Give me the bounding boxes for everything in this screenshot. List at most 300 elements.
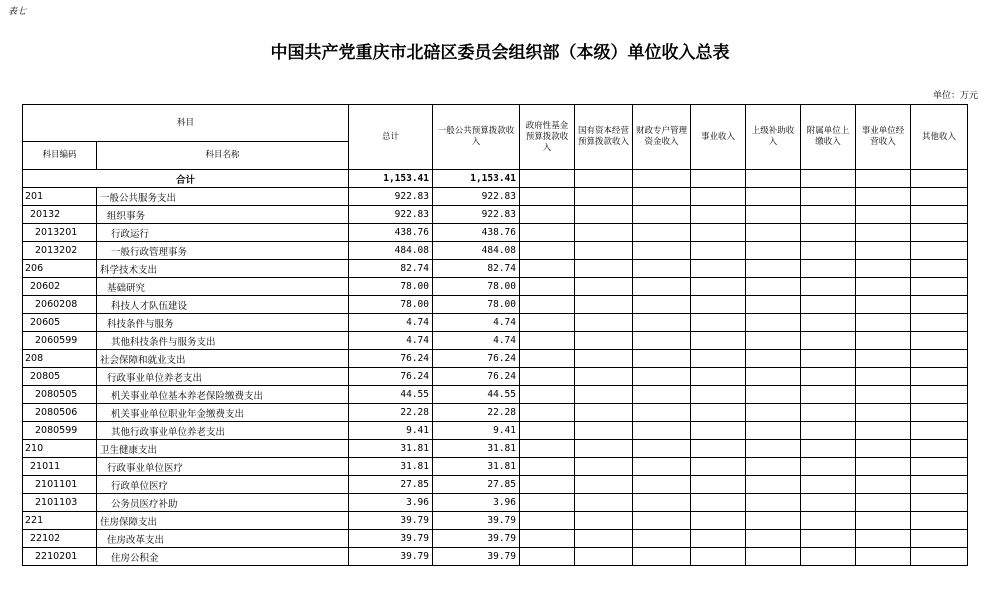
empty-cell bbox=[856, 368, 911, 386]
empty-cell bbox=[746, 296, 801, 314]
empty-cell bbox=[746, 440, 801, 458]
empty-cell bbox=[691, 494, 746, 512]
empty-cell bbox=[801, 422, 856, 440]
total-cell: 922.83 bbox=[349, 206, 433, 224]
general-budget-cell: 3.96 bbox=[433, 494, 520, 512]
table-row bbox=[23, 548, 968, 566]
subject-code-cell: 2013201 bbox=[23, 224, 97, 242]
empty-cell bbox=[520, 206, 575, 224]
empty-cell bbox=[633, 404, 691, 422]
empty-cell bbox=[801, 242, 856, 260]
empty-cell bbox=[691, 440, 746, 458]
unit-label: 单位：万元 bbox=[932, 91, 978, 101]
empty-cell bbox=[801, 260, 856, 278]
empty-cell bbox=[746, 368, 801, 386]
empty-cell bbox=[746, 350, 801, 368]
empty-cell bbox=[746, 224, 801, 242]
empty-cell bbox=[856, 206, 911, 224]
general-budget-cell: 27.85 bbox=[433, 476, 520, 494]
empty-cell bbox=[856, 332, 911, 350]
table-row bbox=[23, 440, 968, 458]
empty-cell bbox=[911, 404, 968, 422]
empty-cell bbox=[801, 314, 856, 332]
empty-cell bbox=[633, 458, 691, 476]
total-cell: 4.74 bbox=[349, 332, 433, 350]
empty-cell bbox=[575, 206, 633, 224]
total-cell: 484.08 bbox=[349, 242, 433, 260]
empty-cell bbox=[911, 368, 968, 386]
empty-cell bbox=[801, 530, 856, 548]
empty-cell bbox=[633, 494, 691, 512]
empty-cell bbox=[911, 260, 968, 278]
empty-cell bbox=[801, 494, 856, 512]
header-fund-budget: 政府性基金预算拨款收入 bbox=[520, 105, 575, 170]
empty-cell bbox=[520, 512, 575, 530]
empty-cell bbox=[911, 440, 968, 458]
empty-cell bbox=[911, 458, 968, 476]
empty-cell bbox=[520, 314, 575, 332]
subject-code-cell: 2013202 bbox=[23, 242, 97, 260]
empty-cell bbox=[575, 386, 633, 404]
subject-name-cell: 住房改革支出 bbox=[97, 530, 349, 548]
empty-cell bbox=[575, 278, 633, 296]
empty-cell bbox=[575, 422, 633, 440]
subject-name-cell: 行政单位医疗 bbox=[97, 476, 349, 494]
empty-cell bbox=[801, 296, 856, 314]
empty-cell bbox=[911, 476, 968, 494]
total-cell: 82.74 bbox=[349, 260, 433, 278]
total-cell: 44.55 bbox=[349, 386, 433, 404]
empty-cell bbox=[575, 530, 633, 548]
empty-cell bbox=[633, 440, 691, 458]
empty-cell bbox=[856, 314, 911, 332]
empty-cell bbox=[520, 422, 575, 440]
total-cell: 31.81 bbox=[349, 440, 433, 458]
empty-cell bbox=[520, 224, 575, 242]
table-body bbox=[23, 170, 968, 566]
header-affiliated-income: 附属单位上缴收入 bbox=[801, 105, 856, 170]
empty-cell bbox=[575, 314, 633, 332]
empty-cell bbox=[746, 332, 801, 350]
general-budget-cell: 922.83 bbox=[433, 188, 520, 206]
empty-cell bbox=[633, 332, 691, 350]
total-cell: 4.74 bbox=[349, 314, 433, 332]
empty-cell bbox=[911, 350, 968, 368]
empty-cell bbox=[520, 530, 575, 548]
header-total: 总计 bbox=[349, 105, 433, 170]
table-row bbox=[23, 530, 968, 548]
empty-cell bbox=[801, 332, 856, 350]
subject-name-cell: 组织事务 bbox=[97, 206, 349, 224]
subject-code-cell: 2060599 bbox=[23, 332, 97, 350]
empty-cell bbox=[746, 206, 801, 224]
empty-cell bbox=[911, 548, 968, 566]
general-budget-cell: 31.81 bbox=[433, 458, 520, 476]
general-budget-cell: 22.28 bbox=[433, 404, 520, 422]
table-row bbox=[23, 368, 968, 386]
general-budget-cell: 4.74 bbox=[433, 314, 520, 332]
total-cell: 39.79 bbox=[349, 548, 433, 566]
total-cell: 76.24 bbox=[349, 350, 433, 368]
empty-cell bbox=[801, 350, 856, 368]
total-cell: 922.83 bbox=[349, 188, 433, 206]
empty-cell bbox=[856, 440, 911, 458]
empty-cell bbox=[911, 332, 968, 350]
general-budget-cell: 78.00 bbox=[433, 278, 520, 296]
general-budget-cell: 39.79 bbox=[433, 512, 520, 530]
empty-cell bbox=[520, 350, 575, 368]
empty-cell bbox=[801, 404, 856, 422]
empty-cell bbox=[801, 548, 856, 566]
table-row bbox=[23, 350, 968, 368]
empty-cell bbox=[691, 260, 746, 278]
subject-code-cell: 2080505 bbox=[23, 386, 97, 404]
empty-cell bbox=[633, 368, 691, 386]
empty-cell bbox=[575, 512, 633, 530]
subject-code-cell: 21011 bbox=[23, 458, 97, 476]
table-row bbox=[23, 260, 968, 278]
empty-cell bbox=[520, 296, 575, 314]
total-cell: 3.96 bbox=[349, 494, 433, 512]
subject-name-cell: 住房保障支出 bbox=[97, 512, 349, 530]
table-header bbox=[23, 105, 968, 170]
empty-cell bbox=[746, 512, 801, 530]
empty-cell bbox=[691, 296, 746, 314]
empty-cell bbox=[746, 548, 801, 566]
empty-cell bbox=[911, 422, 968, 440]
empty-cell bbox=[856, 494, 911, 512]
empty-cell bbox=[801, 386, 856, 404]
empty-cell bbox=[520, 170, 575, 188]
total-row bbox=[23, 170, 968, 188]
empty-cell bbox=[746, 260, 801, 278]
empty-cell bbox=[691, 170, 746, 188]
income-summary-table bbox=[22, 104, 968, 566]
table-row bbox=[23, 314, 968, 332]
empty-cell bbox=[691, 278, 746, 296]
empty-cell bbox=[520, 476, 575, 494]
subject-code-cell: 2210201 bbox=[23, 548, 97, 566]
table-row bbox=[23, 296, 968, 314]
empty-cell bbox=[633, 422, 691, 440]
empty-cell bbox=[575, 188, 633, 206]
empty-cell bbox=[911, 530, 968, 548]
subject-code-cell: 20805 bbox=[23, 368, 97, 386]
subject-name-cell: 科学技术支出 bbox=[97, 260, 349, 278]
general-budget-cell: 39.79 bbox=[433, 548, 520, 566]
empty-cell bbox=[746, 188, 801, 206]
empty-cell bbox=[633, 260, 691, 278]
total-cell: 438.76 bbox=[349, 224, 433, 242]
empty-cell bbox=[801, 206, 856, 224]
empty-cell bbox=[911, 170, 968, 188]
empty-cell bbox=[856, 350, 911, 368]
subject-name-cell: 公务员医疗补助 bbox=[97, 494, 349, 512]
header-general-budget: 一般公共预算拨款收入 bbox=[433, 105, 520, 170]
empty-cell bbox=[856, 512, 911, 530]
header-code: 科目编码 bbox=[23, 142, 97, 170]
empty-cell bbox=[856, 260, 911, 278]
empty-cell bbox=[691, 512, 746, 530]
empty-cell bbox=[575, 494, 633, 512]
total-cell: 31.81 bbox=[349, 458, 433, 476]
table-row bbox=[23, 224, 968, 242]
empty-cell bbox=[633, 476, 691, 494]
total-cell: 39.79 bbox=[349, 512, 433, 530]
empty-cell bbox=[911, 386, 968, 404]
header-state-capital: 国有资本经营预算拨款收入 bbox=[575, 105, 633, 170]
empty-cell bbox=[633, 170, 691, 188]
header-subject: 科目 bbox=[23, 105, 349, 142]
empty-cell bbox=[856, 404, 911, 422]
empty-cell bbox=[691, 386, 746, 404]
empty-cell bbox=[691, 242, 746, 260]
header-superior-subsidy: 上级补助收入 bbox=[746, 105, 801, 170]
empty-cell bbox=[746, 314, 801, 332]
empty-cell bbox=[911, 278, 968, 296]
general-budget-cell: 438.76 bbox=[433, 224, 520, 242]
subject-code-cell: 208 bbox=[23, 350, 97, 368]
empty-cell bbox=[801, 476, 856, 494]
total-label: 合计 bbox=[23, 170, 349, 188]
empty-cell bbox=[633, 296, 691, 314]
total-total-cell: 1,153.41 bbox=[349, 170, 433, 188]
empty-cell bbox=[856, 224, 911, 242]
general-budget-cell: 76.24 bbox=[433, 350, 520, 368]
general-budget-cell: 31.81 bbox=[433, 440, 520, 458]
table-row bbox=[23, 242, 968, 260]
empty-cell bbox=[746, 494, 801, 512]
empty-cell bbox=[911, 314, 968, 332]
empty-cell bbox=[520, 242, 575, 260]
subject-name-cell: 科技人才队伍建设 bbox=[97, 296, 349, 314]
empty-cell bbox=[911, 188, 968, 206]
total-cell: 78.00 bbox=[349, 278, 433, 296]
empty-cell bbox=[691, 224, 746, 242]
table-row bbox=[23, 422, 968, 440]
header-career-income: 事业收入 bbox=[691, 105, 746, 170]
empty-cell bbox=[520, 260, 575, 278]
empty-cell bbox=[520, 386, 575, 404]
empty-cell bbox=[801, 224, 856, 242]
subject-code-cell: 2080599 bbox=[23, 422, 97, 440]
empty-cell bbox=[633, 548, 691, 566]
empty-cell bbox=[575, 224, 633, 242]
subject-name-cell: 行政运行 bbox=[97, 224, 349, 242]
empty-cell bbox=[633, 386, 691, 404]
empty-cell bbox=[691, 476, 746, 494]
empty-cell bbox=[856, 530, 911, 548]
table-row bbox=[23, 386, 968, 404]
empty-cell bbox=[746, 386, 801, 404]
empty-cell bbox=[746, 404, 801, 422]
subject-name-cell: 基础研究 bbox=[97, 278, 349, 296]
header-other-income: 其他收入 bbox=[911, 105, 968, 170]
empty-cell bbox=[911, 224, 968, 242]
subject-name-cell: 社会保障和就业支出 bbox=[97, 350, 349, 368]
total-cell: 76.24 bbox=[349, 368, 433, 386]
empty-cell bbox=[856, 458, 911, 476]
empty-cell bbox=[691, 206, 746, 224]
empty-cell bbox=[633, 278, 691, 296]
header-name: 科目名称 bbox=[97, 142, 349, 170]
empty-cell bbox=[691, 188, 746, 206]
total-cell: 9.41 bbox=[349, 422, 433, 440]
general-budget-cell: 484.08 bbox=[433, 242, 520, 260]
empty-cell bbox=[520, 278, 575, 296]
empty-cell bbox=[801, 368, 856, 386]
subject-name-cell: 一般行政管理事务 bbox=[97, 242, 349, 260]
empty-cell bbox=[801, 458, 856, 476]
empty-cell bbox=[575, 242, 633, 260]
header-special-finance: 财政专户管理资金收入 bbox=[633, 105, 691, 170]
total-cell: 22.28 bbox=[349, 404, 433, 422]
empty-cell bbox=[856, 278, 911, 296]
subject-code-cell: 2101103 bbox=[23, 494, 97, 512]
general-budget-cell: 39.79 bbox=[433, 530, 520, 548]
table-row bbox=[23, 404, 968, 422]
empty-cell bbox=[633, 314, 691, 332]
empty-cell bbox=[746, 242, 801, 260]
total-cell: 39.79 bbox=[349, 530, 433, 548]
empty-cell bbox=[801, 170, 856, 188]
empty-cell bbox=[633, 350, 691, 368]
general-budget-cell: 82.74 bbox=[433, 260, 520, 278]
table-row bbox=[23, 206, 968, 224]
empty-cell bbox=[801, 278, 856, 296]
subject-name-cell: 卫生健康支出 bbox=[97, 440, 349, 458]
empty-cell bbox=[575, 332, 633, 350]
subject-code-cell: 22102 bbox=[23, 530, 97, 548]
page-title: 中国共产党重庆市北碚区委员会组织部（本级）单位收入总表 bbox=[270, 43, 730, 63]
general-budget-cell: 922.83 bbox=[433, 206, 520, 224]
empty-cell bbox=[691, 368, 746, 386]
empty-cell bbox=[746, 278, 801, 296]
empty-cell bbox=[575, 404, 633, 422]
empty-cell bbox=[633, 188, 691, 206]
subject-name-cell: 其他行政事业单位养老支出 bbox=[97, 422, 349, 440]
subject-code-cell: 20132 bbox=[23, 206, 97, 224]
empty-cell bbox=[633, 512, 691, 530]
empty-cell bbox=[575, 350, 633, 368]
table-row bbox=[23, 512, 968, 530]
subject-name-cell: 一般公共服务支出 bbox=[97, 188, 349, 206]
empty-cell bbox=[575, 458, 633, 476]
empty-cell bbox=[520, 458, 575, 476]
empty-cell bbox=[575, 260, 633, 278]
empty-cell bbox=[746, 530, 801, 548]
table-row bbox=[23, 188, 968, 206]
subject-name-cell: 科技条件与服务 bbox=[97, 314, 349, 332]
subject-name-cell: 其他科技条件与服务支出 bbox=[97, 332, 349, 350]
empty-cell bbox=[911, 296, 968, 314]
empty-cell bbox=[691, 314, 746, 332]
subject-code-cell: 20602 bbox=[23, 278, 97, 296]
general-budget-cell: 78.00 bbox=[433, 296, 520, 314]
empty-cell bbox=[801, 512, 856, 530]
subject-name-cell: 机关事业单位职业年金缴费支出 bbox=[97, 404, 349, 422]
subject-code-cell: 210 bbox=[23, 440, 97, 458]
empty-cell bbox=[691, 530, 746, 548]
table-row bbox=[23, 476, 968, 494]
empty-cell bbox=[746, 170, 801, 188]
empty-cell bbox=[575, 368, 633, 386]
subject-code-cell: 221 bbox=[23, 512, 97, 530]
table-row bbox=[23, 332, 968, 350]
subject-name-cell: 行政事业单位养老支出 bbox=[97, 368, 349, 386]
empty-cell bbox=[746, 476, 801, 494]
empty-cell bbox=[633, 530, 691, 548]
empty-cell bbox=[520, 188, 575, 206]
empty-cell bbox=[691, 350, 746, 368]
table-row bbox=[23, 494, 968, 512]
subject-name-cell: 机关事业单位基本养老保险缴费支出 bbox=[97, 386, 349, 404]
subject-code-cell: 206 bbox=[23, 260, 97, 278]
empty-cell bbox=[856, 422, 911, 440]
total-cell: 78.00 bbox=[349, 296, 433, 314]
empty-cell bbox=[520, 332, 575, 350]
total-cell: 27.85 bbox=[349, 476, 433, 494]
subject-name-cell: 行政事业单位医疗 bbox=[97, 458, 349, 476]
empty-cell bbox=[691, 332, 746, 350]
empty-cell bbox=[575, 296, 633, 314]
header-operation-income: 事业单位经营收入 bbox=[856, 105, 911, 170]
subject-code-cell: 2060208 bbox=[23, 296, 97, 314]
empty-cell bbox=[856, 188, 911, 206]
general-budget-cell: 4.74 bbox=[433, 332, 520, 350]
empty-cell bbox=[575, 476, 633, 494]
empty-cell bbox=[633, 206, 691, 224]
empty-cell bbox=[911, 242, 968, 260]
empty-cell bbox=[520, 404, 575, 422]
empty-cell bbox=[911, 206, 968, 224]
empty-cell bbox=[746, 458, 801, 476]
total-general-cell: 1,153.41 bbox=[433, 170, 520, 188]
general-budget-cell: 9.41 bbox=[433, 422, 520, 440]
empty-cell bbox=[575, 170, 633, 188]
empty-cell bbox=[575, 440, 633, 458]
table-row bbox=[23, 458, 968, 476]
empty-cell bbox=[691, 458, 746, 476]
empty-cell bbox=[633, 224, 691, 242]
empty-cell bbox=[856, 296, 911, 314]
subject-code-cell: 2080506 bbox=[23, 404, 97, 422]
table-number-label: 表七 bbox=[8, 7, 27, 17]
empty-cell bbox=[856, 548, 911, 566]
general-budget-cell: 76.24 bbox=[433, 368, 520, 386]
subject-code-cell: 20605 bbox=[23, 314, 97, 332]
general-budget-cell: 44.55 bbox=[433, 386, 520, 404]
empty-cell bbox=[633, 242, 691, 260]
empty-cell bbox=[520, 494, 575, 512]
empty-cell bbox=[911, 512, 968, 530]
empty-cell bbox=[746, 422, 801, 440]
empty-cell bbox=[856, 242, 911, 260]
empty-cell bbox=[520, 548, 575, 566]
empty-cell bbox=[801, 440, 856, 458]
empty-cell bbox=[691, 422, 746, 440]
subject-name-cell: 住房公积金 bbox=[97, 548, 349, 566]
subject-code-cell: 201 bbox=[23, 188, 97, 206]
empty-cell bbox=[520, 440, 575, 458]
empty-cell bbox=[520, 368, 575, 386]
empty-cell bbox=[856, 476, 911, 494]
empty-cell bbox=[911, 494, 968, 512]
empty-cell bbox=[691, 548, 746, 566]
empty-cell bbox=[856, 386, 911, 404]
empty-cell bbox=[856, 170, 911, 188]
subject-code-cell: 2101101 bbox=[23, 476, 97, 494]
